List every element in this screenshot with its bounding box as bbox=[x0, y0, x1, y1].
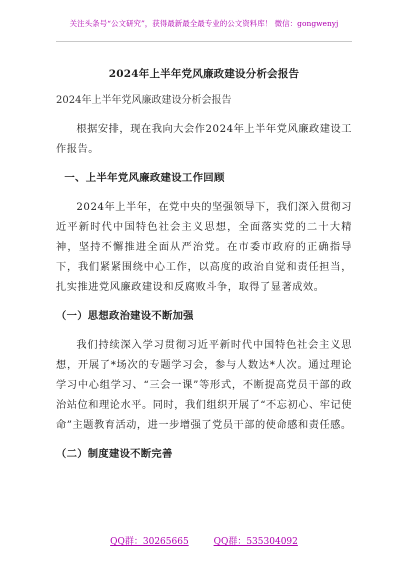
footer-qq-group-2[interactable]: QQ群：535304092 bbox=[213, 537, 298, 547]
intro-paragraph: 根据安排，现在我向大会作2024年上半年党风廉政建设工作报告。 bbox=[56, 124, 352, 155]
document-title: 2024年上半年党风廉政建设分析会报告 bbox=[108, 68, 300, 80]
subsection-heading-system: （二）制度建设不断完善 bbox=[56, 448, 173, 460]
political-paragraph: 我们持续深入学习贯彻习近平新时代中国特色社会主义思想，开展了*场次的专题学习会，参与人数达*人次。通过理论学习中心组学习、“三会一课”等形式，不断提高党员干部的政治站位和理论水平。同时，我们组织开展了“不忘初心、牢记使命”主题教育活动，进一步增强了党员干部的使命感和责任感。 bbox=[56, 340, 352, 431]
section-heading-review: 一、上半年党风廉政建设工作回顾 bbox=[64, 172, 225, 184]
header-promo-text: 关注头条号“公文研究”，获得最新最全最专业的公文资料库！ 微信：gongwenyj bbox=[69, 19, 339, 28]
footer-contact bbox=[56, 534, 352, 550]
footer-qq-group-1[interactable]: QQ群：30265665 bbox=[110, 537, 189, 547]
subsection-heading-political: （一）思想政治建设不断加强 bbox=[56, 310, 194, 322]
review-paragraph: 2024年上半年，在党中央的坚强领导下，我们深入贯彻习近平新时代中国特色社会主义思想，全面落实党的二十大精神，坚持不懈推进全面从严治党。在市委市政府的正确指导下，我们紧紧围绕中心工作，以高度的政治自觉和责任担当，扎实推进党风廉政建设和反腐败斗争，取得了显著成效。 bbox=[56, 202, 352, 293]
header-divider bbox=[56, 41, 352, 42]
document-subtitle: 2024年上半年党风廉政建设分析会报告 bbox=[56, 95, 232, 106]
document-body bbox=[56, 64, 352, 474]
